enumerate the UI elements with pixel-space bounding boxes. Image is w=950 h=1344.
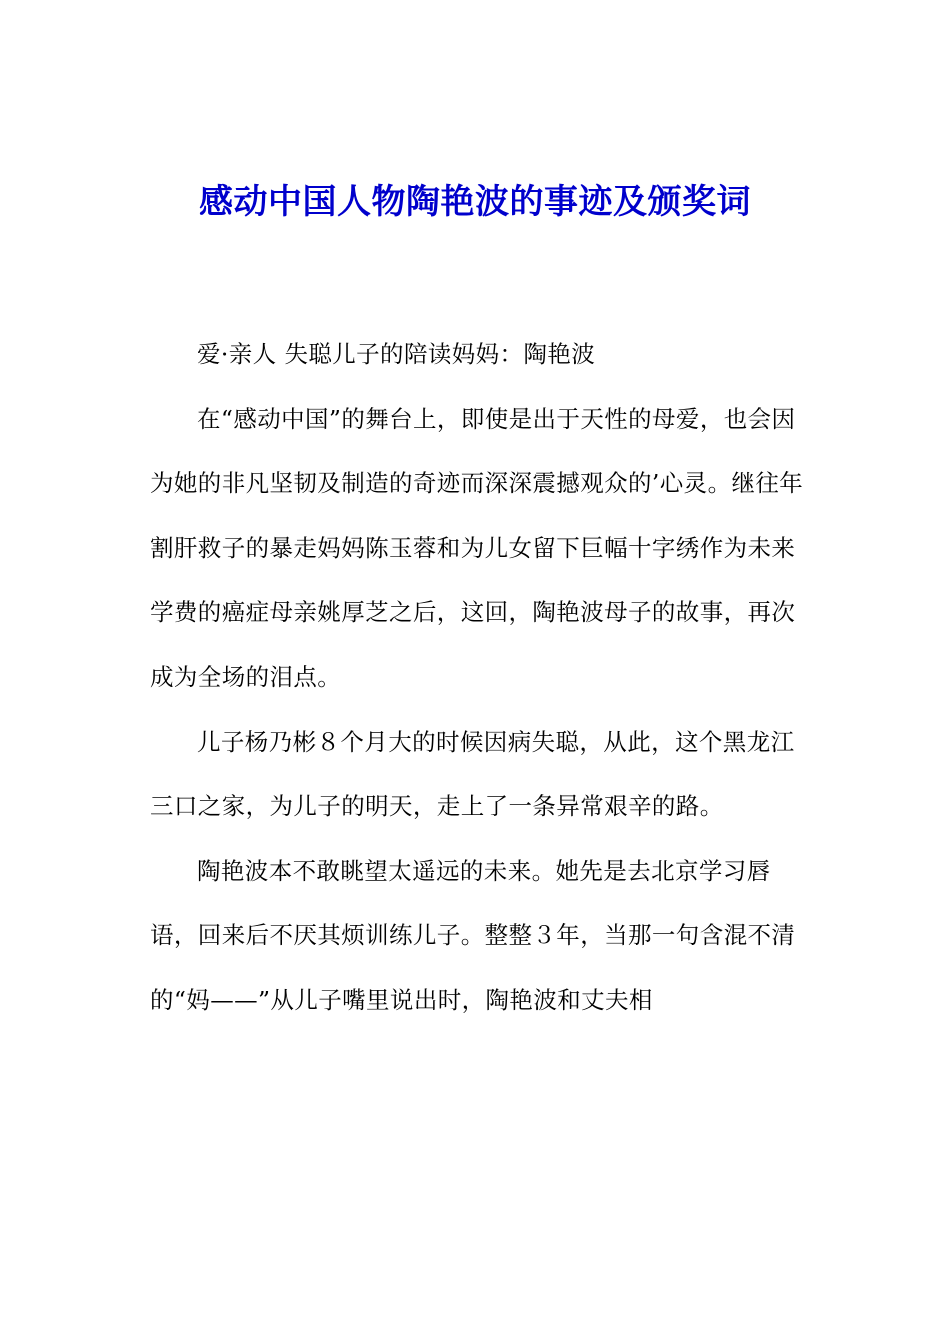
document-body [150, 322, 810, 1033]
document-title: 感动中国人物陶艳波的事迹及颁奖词 [199, 182, 751, 222]
paragraph-intro: 在“感动中国”的舞台上，即使是出于天性的母爱，也会因为她的非凡坚韧及制造的奇迹而深深震撼观众的’心灵。继往年割肝救子的暴走妈妈陈玉蓉和为儿女留下巨幅十字绣作为未来学费的癌症母亲姚厚芝之后，这回，陶艳波母子的故事，再次成为全场的泪点。 [150, 404, 804, 691]
paragraph-subtitle: 爱·亲人 失聪儿子的陪读妈妈：陶艳波 [197, 340, 596, 368]
paragraph-lip-reading: 陶艳波本不敢眺望太遥远的未来。她先是去北京学习唇语，回来后不厌其烦训练儿子。整整３年，当那一句含混不清的“妈——”从儿子嘴里说出时，陶艳波和丈夫相 [150, 856, 796, 1014]
paragraph-son-hearing-loss: 儿子杨乃彬８个月大的时候因病失聪，从此，这个黑龙江三口之家，为儿子的明天，走上了一条异常艰辛的路。 [150, 727, 795, 821]
